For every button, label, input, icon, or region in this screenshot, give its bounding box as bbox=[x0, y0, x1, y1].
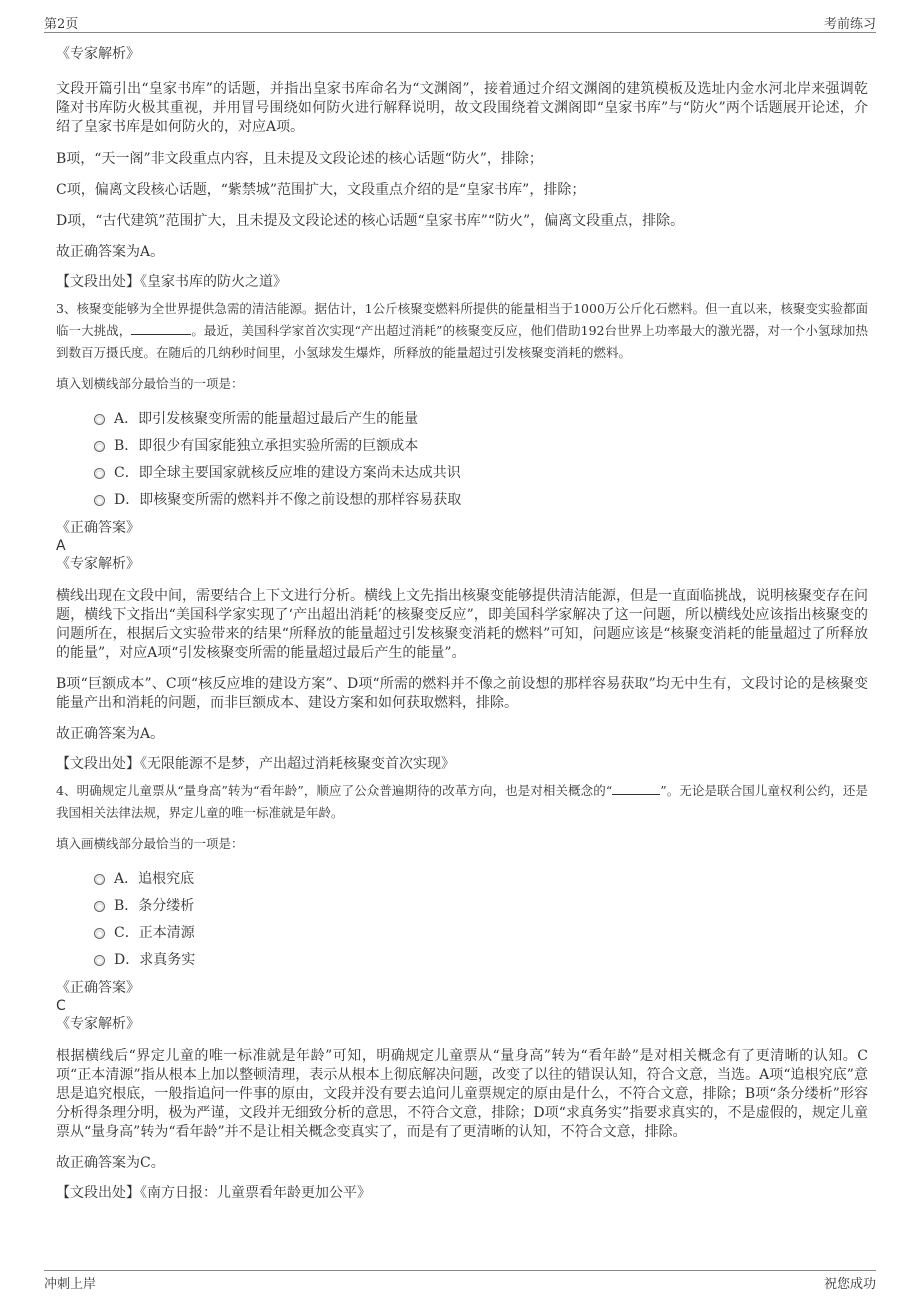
q3-conclusion: 故正确答案为A。 bbox=[56, 726, 165, 742]
q4-ask: 填入画横线部分最恰当的一项是： bbox=[56, 836, 244, 851]
q2-analysis: 文段开篇引出“皇家书库”的话题，并指出皇家书库命名为“文渊阁”，接着通过介绍文渊阁的建筑模板及选址内金水河北岸来强调乾隆对书库防火极其重视，并用冒号围绕如何防火进行解释说明，故文段围绕着文渊阁即“皇家书库”与“防火”两个话题展开论述，介绍了皇家书库是如何防火的，对应A项。 bbox=[56, 81, 868, 135]
header-title: 考前练习 bbox=[823, 17, 876, 32]
footer-left-text: 冲刺上岸 bbox=[44, 1277, 97, 1292]
q3-text-before: 3、核聚变能够为全世界提供急需的清洁能源。据估计，1公斤核聚变燃料所提供的能量相当于1000万公斤化石燃料。但一直以来，核聚变实验都面临一大挑战， bbox=[56, 301, 868, 338]
radio-icon[interactable] bbox=[94, 928, 105, 939]
radio-icon[interactable] bbox=[94, 414, 105, 425]
q3-question bbox=[56, 298, 868, 364]
document-content bbox=[56, 40, 868, 1203]
radio-icon[interactable] bbox=[94, 495, 105, 506]
q2-conclusion: 故正确答案为A。 bbox=[56, 244, 165, 260]
q4-answer: C bbox=[56, 998, 66, 1014]
q3-other-options: B项“巨额成本”、C项“核反应堆的建设方案”、D项“所需的燃料并不像之前设想的那样容易获取”均无中生有，文段讨论的是核聚变能量产出和消耗的问题，而非巨额成本、建设方案和如何获取燃料，排除。 bbox=[56, 676, 868, 711]
q3-blank bbox=[131, 322, 191, 335]
q3-option-c[interactable]: C．即全球主要国家就核反应堆的建设方案尚未达成共识 bbox=[56, 462, 868, 489]
q4-conclusion: 故正确答案为C。 bbox=[56, 1155, 165, 1171]
footer-right-text: 祝您成功 bbox=[823, 1277, 876, 1292]
radio-icon[interactable] bbox=[94, 468, 105, 479]
q4-source: 【文段出处】《南方日报：儿童票看年龄更加公平》 bbox=[56, 1185, 371, 1201]
q4-option-a[interactable]: A．追根究底 bbox=[56, 868, 868, 895]
q2-option-c-analysis: C项，偏离文段核心话题，“紫禁城”范围扩大，文段重点介绍的是“皇家书库”，排除； bbox=[56, 182, 586, 198]
q3-option-d[interactable]: D．即核聚变所需的燃料并不像之前设想的那样容易获取 bbox=[56, 489, 868, 516]
page-number: 第2页 bbox=[44, 17, 79, 32]
q3-text-after: 。最近，美国科学家首次实现“产出超过消耗”的核聚变反应，他们借助192台世界上功率最大的激光器，对一个小氢球加热到数百万摄氏度。在随后的几纳秒时间里，小氢球发生爆炸，所释放的能量超过引发核聚变消耗的燃料。 bbox=[56, 323, 868, 360]
q3-answer-label: 《正确答案》 bbox=[56, 520, 140, 536]
q4-blank bbox=[612, 782, 660, 795]
q3-ask: 填入划横线部分最恰当的一项是： bbox=[56, 376, 244, 391]
q3-expert-label: 《专家解析》 bbox=[56, 556, 140, 572]
q4-options bbox=[56, 868, 868, 976]
q4-answer-label: 《正确答案》 bbox=[56, 980, 140, 996]
q3-source: 【文段出处】《无限能源不是梦，产出超过消耗核聚变首次实现》 bbox=[56, 756, 455, 772]
q2-option-b-analysis: B项，“天一阁”非文段重点内容，且未提及文段论述的核心话题“防火”，排除； bbox=[56, 151, 543, 167]
q4-option-d[interactable]: D．求真务实 bbox=[56, 949, 868, 976]
page-header bbox=[44, 10, 876, 33]
q4-option-b[interactable]: B．条分缕析 bbox=[56, 895, 868, 922]
q2-option-d-analysis: D项，“古代建筑”范围扩大，且未提及文段论述的核心话题“皇家书库”“防火”，偏离文段重点，排除。 bbox=[56, 213, 685, 229]
q4-option-c[interactable]: C．正本清源 bbox=[56, 922, 868, 949]
q3-option-b[interactable]: B．即很少有国家能独立承担实验所需的巨额成本 bbox=[56, 435, 868, 462]
q3-options bbox=[56, 408, 868, 516]
q3-analysis: 横线出现在文段中间，需要结合上下文进行分析。横线上文先指出核聚变能够提供清洁能源，但是一直面临挑战，说明核聚变存在问题，横线下文指出“美国科学家实现了‘产出超出消耗’的核聚变反应”，即美国科学家解决了这一问题，所以横线处应该指出核聚变的问题所在，根据后文实验带来的结果“所释放的能量超过引发核聚变消耗的燃料”可知，问题应该是“核聚变消耗的能量超过了所释放的能量”，对应A项“引发核聚变所需的能量超过最后产生的能量”。 bbox=[56, 588, 868, 661]
radio-icon[interactable] bbox=[94, 955, 105, 966]
radio-icon[interactable] bbox=[94, 874, 105, 885]
q4-analysis: 根据横线后“界定儿童的唯一标准就是年龄”可知，明确规定儿童票从“量身高”转为“看年龄”是对相关概念有了更清晰的认知。C项“正本清源”指从根本上加以整顿清理，表示从根本上彻底解决问题，改变了以往的错误认知，符合文意，当选。A项“追根究底”意思是追究根底，一般指追问一件事的原由，文段并没有要去追问儿童票规定的原由是什么，不符合文意，排除；B项“条分缕析”形容分析得条理分明，极为严谨，文段并无细致分析的意思，不符合文意，排除；D项“求真务实”指要求真实的，不是虚假的，规定儿童票从“量身高”转为“看年龄”并不是让相关概念变真实了，而是有了更清晰的认知，不符合文意，排除。 bbox=[56, 1048, 868, 1140]
q2-expert-label: 《专家解析》 bbox=[56, 46, 140, 62]
radio-icon[interactable] bbox=[94, 441, 105, 452]
q4-text-before: 4、明确规定儿童票从“量身高”转为“看年龄”，顺应了公众普遍期待的改革方向，也是对相关概念的“ bbox=[56, 783, 613, 798]
q3-answer: A bbox=[56, 538, 66, 554]
q2-source: 【文段出处】《皇家书库的防火之道》 bbox=[56, 274, 287, 290]
q4-question bbox=[56, 780, 868, 824]
q3-option-a[interactable]: A．即引发核聚变所需的能量超过最后产生的能量 bbox=[56, 408, 868, 435]
radio-icon[interactable] bbox=[94, 901, 105, 912]
page-footer bbox=[44, 1270, 876, 1293]
q4-text-after: ”。无论是联合国儿童权利公约，还是我国相关法律法规，界定儿童的唯一标准就是年龄。 bbox=[56, 783, 868, 820]
q4-expert-label: 《专家解析》 bbox=[56, 1016, 140, 1032]
